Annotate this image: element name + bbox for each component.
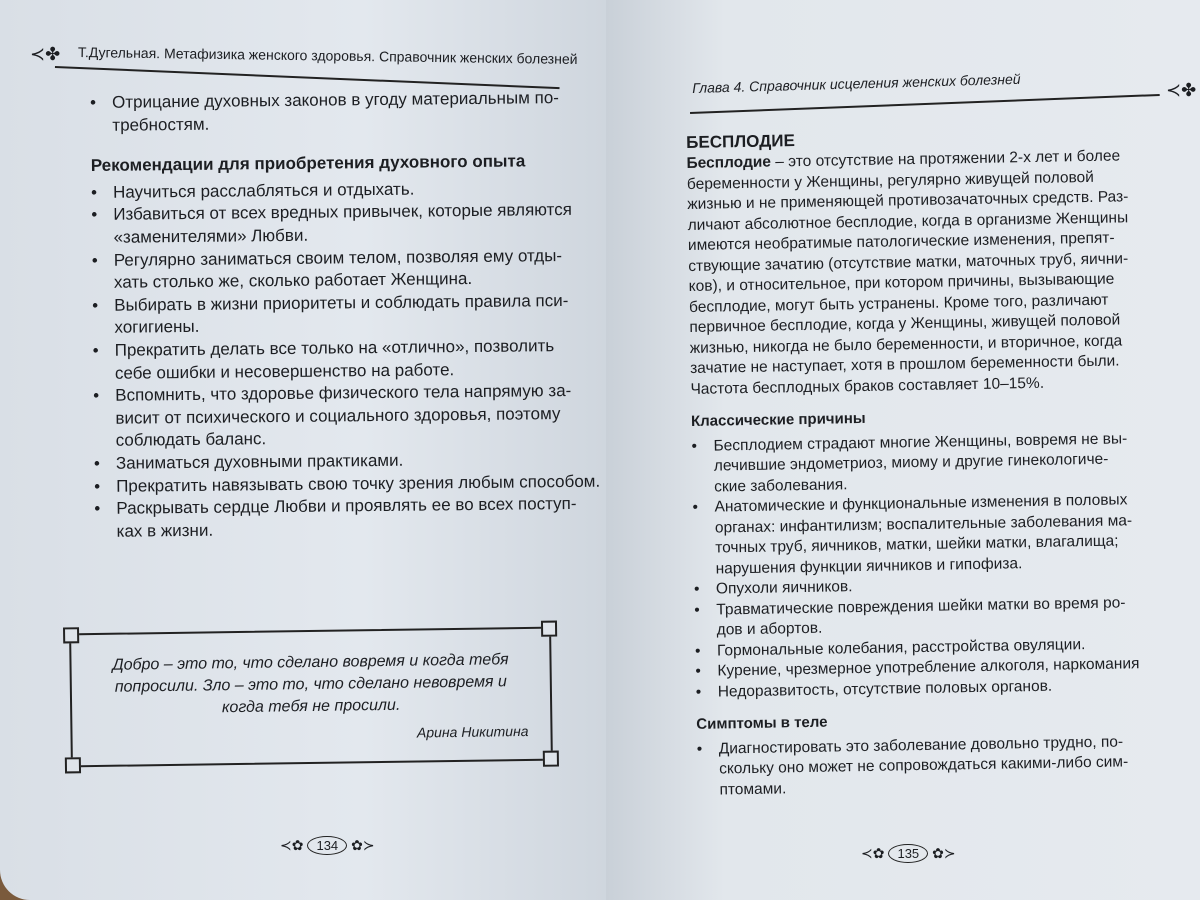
header-rule [55, 66, 560, 89]
list-item-line: • Вспомнить, что здоровье физического тела напрямую за- [115, 381, 572, 405]
definition-text: зачатие не наступает, хотя в прошлом беременности были. [689, 352, 1120, 377]
definition-text: ствующие зачатию (отсутствие матки, маточных труб, яични- [688, 249, 1129, 275]
ornament-icon: ≺✿ [861, 845, 885, 861]
list-item-line: • Регулярно заниматься своим телом, позволяя ему отды- [113, 245, 563, 270]
list-item-line: висит от психического и социального здоровья, поэтому [115, 403, 561, 428]
list-item-line: скольку оно может не сопровождаться какими-либо сим- [718, 753, 1129, 778]
list-item [697, 731, 1200, 801]
list-item-line: • Курение, чрезмерное употребление алкоголя, наркомания [717, 655, 1140, 680]
list-item [691, 428, 1200, 498]
ornament-icon: ≺✿ [280, 837, 304, 853]
list-item-line: • Выбирать в жизни приоритеты и соблюдать правила пси- [114, 290, 569, 315]
list-item-line: • Прекратить делать все только на «отлично», позволить [114, 336, 555, 360]
list-item-line: • Анатомические и функциональные изменения в половых [714, 491, 1128, 516]
right-text [686, 123, 1200, 801]
page-number: 134 [307, 836, 347, 855]
list-item [92, 245, 572, 295]
definition-text: жизнью и не применяющей противозачаточных средств. Раз- [687, 188, 1129, 213]
list-item-line: ские заболевания. [714, 475, 848, 496]
quote-line: Добро – это то, что сделано вовремя и когда тебя [112, 651, 509, 674]
list-item-line: ках в жизни. [116, 520, 214, 541]
list-item-line: • Заниматься духовными практиками. [115, 450, 404, 473]
list-item-line: дов и абортов. [716, 619, 823, 639]
list-item-line: «заменителями» Любви. [113, 225, 309, 247]
quote-box [69, 627, 553, 768]
page-number: 135 [888, 844, 928, 863]
running-header: Глава 4. Справочник исцеления женских болезней [692, 70, 1021, 96]
page-number-footer [861, 844, 956, 863]
quote-author: Арина Никитина [416, 722, 529, 741]
ornament-icon: ✿≻ [932, 845, 956, 861]
list-item-line: • Недоразвитость, отсутствие половых органов. [717, 677, 1053, 701]
causes-heading: Классические причины [690, 409, 866, 430]
list-item-line: • Травматические повреждения шейки матки во время ро- [716, 593, 1126, 619]
list-item-line: • Избавиться от всех вредных привычек, которые являются [113, 200, 573, 225]
left-text [90, 87, 601, 543]
definition-text: – это отсутствие на протяжении 2-х лет и более [770, 147, 1121, 171]
article-title: БЕСПЛОДИЕ [686, 131, 795, 152]
list-item-line: нарушения функции яичников и гипофиза. [715, 554, 1023, 578]
ornament-icon: ✿≻ [351, 837, 375, 853]
corner-ornament [541, 621, 557, 637]
causes-list [691, 428, 1200, 703]
right-page [606, 0, 1200, 900]
definition-text: ков), и относительное, при котором причины, вызывающие [688, 270, 1115, 295]
header-rule [690, 94, 1160, 114]
list-item-line: • Отрицание духовных законов в угоду материальным по- [112, 88, 560, 112]
definition-text: беременности у Женщины, регулярно живущей половой [686, 168, 1095, 193]
list-item [93, 335, 573, 385]
list-item-line: • Опухоли яичников. [715, 578, 853, 598]
section-heading: Рекомендации для приобретения духовного опыта [90, 151, 526, 176]
definition-text: имеются необратимые патологические изменения, препят- [687, 229, 1115, 254]
list-item-line: лечившие эндометриоз, миому и другие гинекологиче- [713, 450, 1109, 475]
list-item-line: • Диагностировать это заболевание довольно трудно, по- [718, 732, 1124, 758]
list-item [90, 87, 570, 137]
corner-ornament [65, 757, 81, 773]
quote-line: когда тебя не просили. [221, 696, 401, 717]
quote-text [71, 649, 550, 722]
definition-paragraph [686, 145, 1200, 400]
definition-text: Частота бесплодных браков составляет 10–15%. [690, 374, 1045, 398]
ornament-icon: ≺✤ [1166, 80, 1197, 100]
list-item-line: • Прекратить навязывать свою точку зрения любым способом. [116, 471, 601, 496]
list-item-line: органах: инфантилизм; воспалительные заболевания ма- [714, 511, 1133, 537]
corner-ornament [543, 751, 559, 767]
list-item [93, 380, 574, 453]
page-number-footer [280, 836, 375, 855]
definition-text: личают абсолютное бесплодие, когда в организме Женщины [687, 208, 1129, 234]
corner-ornament [63, 627, 79, 643]
symptoms-heading: Симптомы в теле [696, 713, 828, 733]
running-header: Т.Дугельная. Метафизика женского здоровья. Справочник женских болезней [77, 44, 578, 67]
list-item [91, 199, 571, 249]
quote-line: попросили. Зло – это то, что сделано невовремя и [114, 673, 508, 696]
definition-text: первичное бесплодие, когда у Женщины, живущей половой [689, 311, 1121, 336]
list-item [692, 489, 1200, 580]
list-item [92, 290, 572, 340]
list-item-line: • Бесплодием страдают многие Женщины, вовремя не вы- [713, 429, 1128, 455]
definition-term: Бесплодие [686, 153, 772, 172]
list-item-line: • Гормональные колебания, расстройства овуляции. [716, 635, 1086, 660]
symptoms-list [697, 731, 1200, 801]
list-item-line: • Научиться расслабляться и отдыхать. [112, 179, 415, 202]
list-item-line: хогигиены. [114, 317, 200, 338]
list-item-line: • Раскрывать сердце Любви и проявлять ее во всех поступ- [116, 494, 577, 518]
list-item-line: себе ошибки и несовершенство на работе. [114, 359, 455, 383]
list-item-line: требностям. [112, 114, 210, 135]
list-item-line: соблюдать баланс. [115, 429, 267, 451]
list-item-line: хать столько же, сколько работает Женщина. [113, 269, 473, 292]
ornament-icon: ≺✤ [30, 44, 61, 64]
definition-text: жизнью, никогда не было беременности, и вторичное, когда [689, 331, 1123, 357]
definition-text: бесплодие, могут быть устранены. Кроме того, различают [688, 291, 1109, 316]
list-item-line: точных труб, яичников, матки, шейки матки, влагалища; [715, 532, 1119, 557]
list-item-line: птомами. [719, 779, 787, 799]
list-item [94, 493, 577, 543]
